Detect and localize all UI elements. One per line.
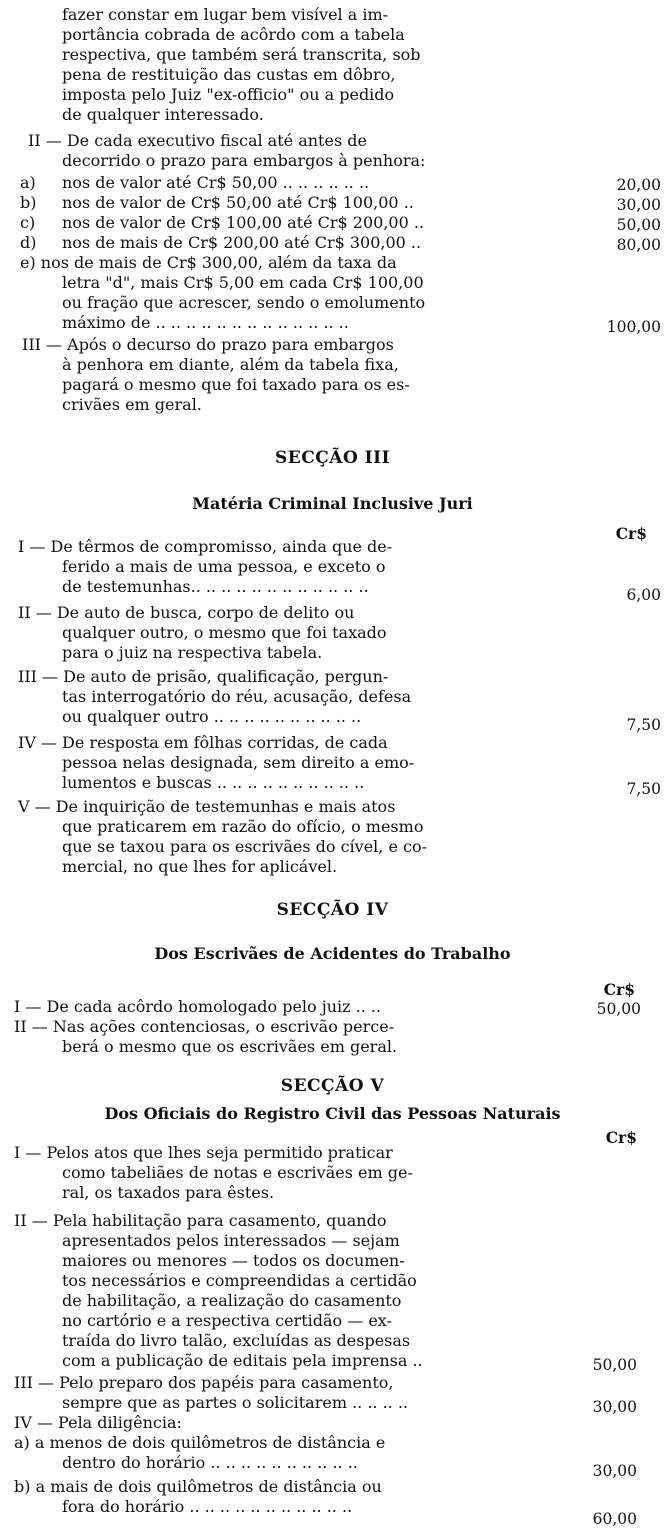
sub-e-amount: 100,00 — [606, 318, 661, 336]
item-line: berá o mesmo que os escrivães em geral. — [62, 1037, 398, 1056]
item-iii-line: crivães em geral. — [62, 395, 202, 414]
item-line: II — Nas ações contenciosas, o escrivão perce- — [14, 1017, 395, 1036]
section-title: SECÇÃO V — [280, 1076, 385, 1096]
item-line: II — De auto de busca, corpo de delito ou — [18, 603, 355, 622]
item-line: I — De têrmos de compromisso, ainda que de- — [18, 537, 393, 556]
item-line: b) a mais de dois quilômetros de distância ou — [14, 1477, 382, 1496]
item-iii-line: pagará o mesmo que foi taxado para os es- — [62, 375, 410, 394]
sub-e-line: máximo de .. .. .. .. .. .. .. .. .. .. .. .. .. — [62, 313, 349, 332]
sub-letter: b) — [20, 193, 37, 212]
item-line: tas interrogatório do réu, acusação, defesa — [62, 687, 412, 706]
item-amount: 6,00 — [626, 586, 661, 604]
section-subtitle: Dos Escrivães de Acidentes do Trabalho — [154, 944, 511, 963]
item-line: ral, os taxados para êstes. — [62, 1183, 275, 1202]
sub-letter: a) — [20, 173, 36, 192]
section-subtitle: Dos Oficiais do Registro Civil das Pessoas Naturais — [104, 1104, 561, 1123]
sub-e-line: e) nos de mais de Cr$ 300,00, além da taxa da — [20, 253, 397, 272]
section-title: SECÇÃO IV — [276, 900, 389, 920]
item-line: I — Pelos atos que lhes seja permitido praticar — [14, 1143, 393, 1162]
item-line: qualquer outro, o mesmo que foi taxado — [62, 623, 387, 642]
item-line: de testemunhas.. .. .. .. .. .. .. .. .. .. .. .. — [62, 577, 369, 596]
sub-e-line: letra "d", mais Cr$ 5,00 em cada Cr$ 100,00 — [62, 273, 424, 292]
item-line: dentro do horário .. .. .. .. .. .. .. .. .. .. — [62, 1453, 358, 1472]
item-line: que praticarem em razão do ofício, o mesmo — [62, 817, 424, 836]
item-iii-line: III — Após o decurso do prazo para embargos — [22, 335, 394, 354]
item-line: III — De auto de prisão, qualificação, pergun- — [18, 667, 389, 686]
item-amount: 7,50 — [626, 716, 661, 734]
item-amount: 30,00 — [592, 1398, 637, 1416]
sub-amount: 30,00 — [616, 196, 661, 214]
item-line: com a publicação de editais pela imprensa .. — [62, 1351, 423, 1370]
item-line: IV — Pela diligência: — [14, 1413, 182, 1432]
item-line: como tabeliães de notas e escrivães em ge- — [62, 1163, 413, 1182]
section-subtitle: Matéria Criminal Inclusive Juri — [192, 494, 473, 513]
item-line: fora do horário .. .. .. .. .. .. .. .. .. .. .. — [62, 1497, 353, 1516]
item-amount: 7,50 — [626, 780, 661, 798]
item-line: I — De cada acôrdo homologado pelo juiz .. .. — [14, 997, 382, 1016]
item-line: ferido a mais de uma pessoa, e exceto o — [62, 557, 386, 576]
item-line: de habilitação, a realização do casamento — [62, 1291, 402, 1310]
item-line: ou qualquer outro .. .. .. .. .. .. .. .. .. .. — [62, 707, 362, 726]
item-ii-line: II — De cada executivo fiscal até antes de — [28, 131, 367, 150]
intro-line: de qualquer interessado. — [62, 105, 264, 124]
item-line: apresentados pelos interessados — sejam — [62, 1231, 400, 1250]
item-line: III — Pelo preparo dos papéis para casamento, — [14, 1373, 394, 1392]
item-line: lumentos e buscas .. .. .. .. .. .. .. .. .. .. — [62, 773, 365, 792]
sub-text: nos de mais de Cr$ 200,00 até Cr$ 300,00 .. — [62, 233, 422, 252]
item-line: tos necessários e compreendidas a certidão — [62, 1271, 417, 1290]
intro-line: fazer constar em lugar bem visível a im- — [62, 5, 389, 24]
sub-text: nos de valor de Cr$ 50,00 até Cr$ 100,00 .. — [62, 193, 414, 212]
sub-amount: 50,00 — [616, 216, 661, 234]
item-line: IV — De resposta em fôlhas corridas, de cada — [18, 733, 388, 752]
item-line: sempre que as partes o solicitarem .. .. .. .. — [62, 1393, 409, 1412]
sub-e-line: ou fração que acrescer, sendo o emolumento — [62, 293, 426, 312]
item-line: que se taxou para os escrivães do cível, e co- — [62, 837, 428, 856]
item-line: mercial, no que lhes for aplicável. — [62, 857, 338, 876]
intro-line: portância cobrada de acôrdo com a tabela — [62, 25, 405, 44]
item-line: II — Pela habilitação para casamento, quando — [14, 1211, 387, 1230]
item-amount: 50,00 — [592, 1356, 637, 1374]
item-line: para o juiz na respectiva tabela. — [62, 643, 323, 662]
item-line: a) a menos de dois quilômetros de distância e — [14, 1433, 386, 1452]
currency-label: Cr$ — [615, 524, 647, 543]
item-line: V — De inquirição de testemunhas e mais atos — [18, 797, 396, 816]
item-amount: 30,00 — [592, 1462, 637, 1480]
currency-label: Cr$ — [603, 980, 635, 999]
item-line: no cartório e a respectiva certidão — ex- — [62, 1311, 392, 1330]
currency-label: Cr$ — [605, 1128, 637, 1147]
intro-line: respectiva, que também será transcrita, sob — [62, 45, 421, 64]
intro-line: imposta pelo Juiz "ex-officio" ou a pedido — [62, 85, 395, 104]
intro-line: pena de restituição das custas em dôbro, — [62, 65, 396, 84]
item-ii-line: decorrido o prazo para embargos à penhora: — [62, 151, 426, 170]
item-amount: 50,00 — [596, 1000, 641, 1018]
sub-amount: 80,00 — [616, 236, 661, 254]
sub-text: nos de valor de Cr$ 100,00 até Cr$ 200,00 .. — [62, 213, 425, 232]
sub-amount: 20,00 — [616, 176, 661, 194]
sub-letter: c) — [20, 213, 36, 232]
section-title: SECÇÃO III — [274, 448, 391, 468]
item-line: traída do livro talão, excluídas as despesas — [62, 1331, 411, 1350]
item-line: maiores ou menores — todos os documen- — [62, 1251, 405, 1270]
item-amount: 60,00 — [592, 1510, 637, 1528]
item-line: pessoa nelas designada, sem direito a emo- — [62, 753, 415, 772]
sub-letter: d) — [20, 233, 37, 252]
sub-text: nos de valor até Cr$ 50,00 .. .. .. .. .. .. — [62, 173, 370, 192]
item-iii-line: à penhora em diante, além da tabela fixa, — [62, 355, 399, 374]
